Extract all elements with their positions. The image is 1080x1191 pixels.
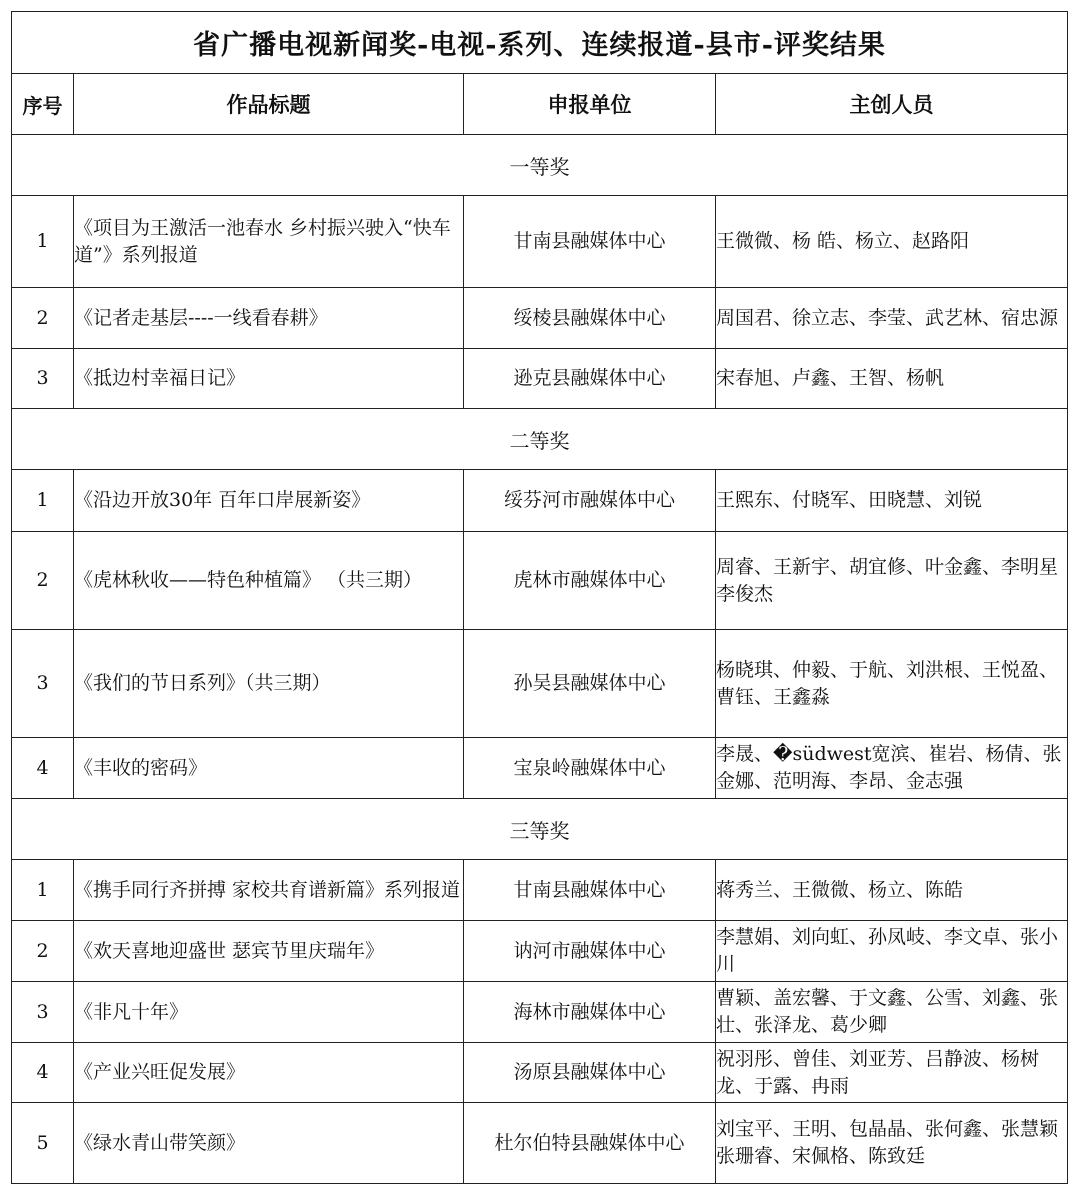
cell-seq: 5 xyxy=(12,1103,74,1184)
cell-people: 李晟、�südwest宽滨、崔岩、杨倩、张金娜、范明海、李昂、金志强 xyxy=(716,738,1068,799)
table-row xyxy=(12,288,1068,349)
cell-title: 《虎林秋收——特色种植篇》 （共三期） xyxy=(74,532,464,630)
cell-unit: 绥棱县融媒体中心 xyxy=(464,288,716,349)
cell-title: 《记者走基层----一线看春耕》 xyxy=(74,288,464,349)
cell-title: 《非凡十年》 xyxy=(74,982,464,1043)
table-row xyxy=(12,860,1068,921)
cell-unit: 甘南县融媒体中心 xyxy=(464,860,716,921)
cell-title: 《携手同行齐拼搏 家校共育谱新篇》系列报道 xyxy=(74,860,464,921)
cell-seq: 4 xyxy=(12,1043,74,1103)
results-table xyxy=(11,11,1068,1184)
cell-unit: 甘南县融媒体中心 xyxy=(464,196,716,288)
cell-title: 《绿水青山带笑颜》 xyxy=(74,1103,464,1184)
cell-seq: 3 xyxy=(12,349,74,409)
cell-unit: 虎林市融媒体中心 xyxy=(464,532,716,630)
cell-unit: 杜尔伯特县融媒体中心 xyxy=(464,1103,716,1184)
cell-title: 《欢天喜地迎盛世 瑟宾节里庆瑞年》 xyxy=(74,921,464,982)
cell-people: 李慧娟、刘向虹、孙凤岐、李文卓、张小川 xyxy=(716,921,1068,982)
table-row xyxy=(12,1043,1068,1103)
header-title: 作品标题 xyxy=(74,74,464,135)
table-row xyxy=(12,349,1068,409)
cell-seq: 4 xyxy=(12,738,74,799)
cell-unit: 宝泉岭融媒体中心 xyxy=(464,738,716,799)
cell-unit: 讷河市融媒体中心 xyxy=(464,921,716,982)
cell-people: 曹颖、盖宏馨、于文鑫、公雪、刘鑫、张壮、张泽龙、葛少卿 xyxy=(716,982,1068,1043)
cell-unit: 海林市融媒体中心 xyxy=(464,982,716,1043)
table-row xyxy=(12,532,1068,630)
cell-people: 王微微、杨 皓、杨立、赵路阳 xyxy=(716,196,1068,288)
cell-people: 刘宝平、王明、包晶晶、张何鑫、张慧颖 张珊睿、宋佩格、陈致廷 xyxy=(716,1103,1068,1184)
cell-people: 祝羽彤、曾佳、刘亚芳、吕静波、杨树龙、于露、冉雨 xyxy=(716,1043,1068,1103)
cell-title: 《抵边村幸福日记》 xyxy=(74,349,464,409)
table-row xyxy=(12,196,1068,288)
cell-people: 宋春旭、卢鑫、王智、杨帆 xyxy=(716,349,1068,409)
cell-title: 《我们的节日系列》（共三期） xyxy=(74,630,464,738)
section-title: 一等奖 xyxy=(12,135,1068,196)
header-seq: 序号 xyxy=(12,74,74,135)
cell-seq: 2 xyxy=(12,532,74,630)
table-row xyxy=(12,1103,1068,1184)
cell-title: 《丰收的密码》 xyxy=(74,738,464,799)
cell-unit: 汤原县融媒体中心 xyxy=(464,1043,716,1103)
section-row xyxy=(12,799,1068,860)
cell-title: 《项目为王激活一池春水 乡村振兴驶入“快车道”》系列报道 xyxy=(74,196,464,288)
cell-seq: 2 xyxy=(12,921,74,982)
cell-seq: 3 xyxy=(12,630,74,738)
cell-people: 杨晓琪、仲毅、于航、刘洪根、王悦盈、曹钰、王鑫淼 xyxy=(716,630,1068,738)
header-row xyxy=(12,74,1068,135)
table-row xyxy=(12,982,1068,1043)
cell-people: 周睿、王新宇、胡宜修、叶金鑫、李明星 李俊杰 xyxy=(716,532,1068,630)
section-row xyxy=(12,409,1068,470)
cell-title: 《产业兴旺促发展》 xyxy=(74,1043,464,1103)
section-row xyxy=(12,135,1068,196)
cell-seq: 2 xyxy=(12,288,74,349)
header-people: 主创人员 xyxy=(716,74,1068,135)
header-unit: 申报单位 xyxy=(464,74,716,135)
cell-unit: 逊克县融媒体中心 xyxy=(464,349,716,409)
cell-seq: 1 xyxy=(12,196,74,288)
cell-seq: 1 xyxy=(12,470,74,532)
table-row xyxy=(12,630,1068,738)
table-title: 省广播电视新闻奖-电视-系列、连续报道-县市-评奖结果 xyxy=(12,12,1068,74)
table-row xyxy=(12,738,1068,799)
table-row xyxy=(12,470,1068,532)
cell-title: 《沿边开放30年 百年口岸展新姿》 xyxy=(74,470,464,532)
cell-people: 王熙东、付晓军、田晓慧、刘锐 xyxy=(716,470,1068,532)
section-title: 二等奖 xyxy=(12,409,1068,470)
cell-seq: 3 xyxy=(12,982,74,1043)
cell-seq: 1 xyxy=(12,860,74,921)
cell-people: 周国君、徐立志、李莹、武艺林、宿忠源 xyxy=(716,288,1068,349)
cell-unit: 绥芬河市融媒体中心 xyxy=(464,470,716,532)
cell-unit: 孙吴县融媒体中心 xyxy=(464,630,716,738)
cell-people: 蒋秀兰、王微微、杨立、陈皓 xyxy=(716,860,1068,921)
table-row xyxy=(12,921,1068,982)
section-title: 三等奖 xyxy=(12,799,1068,860)
